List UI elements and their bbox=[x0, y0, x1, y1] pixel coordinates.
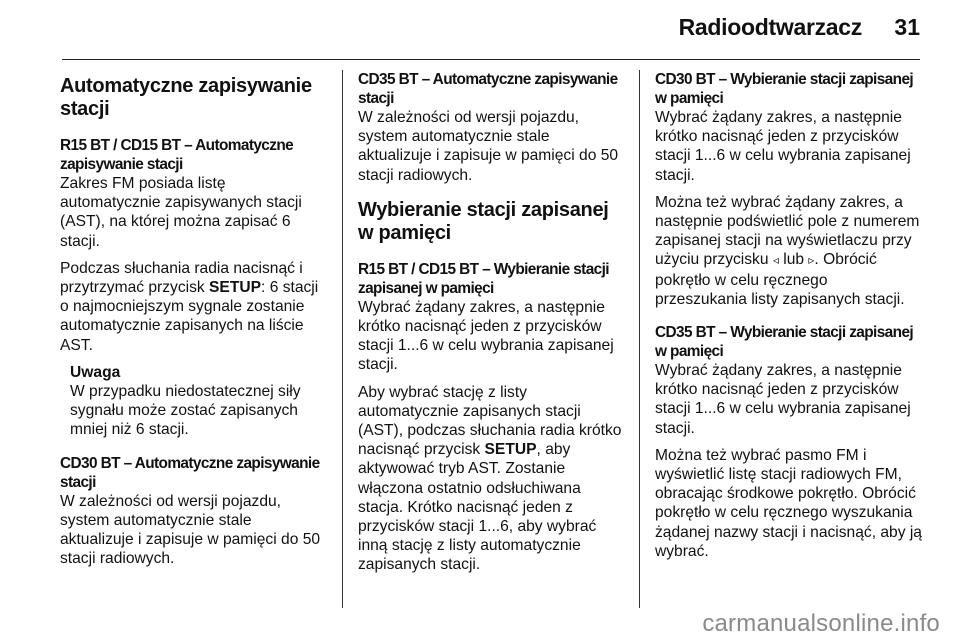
text-fragment: Można też wybrać żądany zakres, a następnie podświetlić pole z numerem zapisanej stacji na wyświetlaczu przy użyciu przycisku bbox=[655, 193, 920, 269]
subsection-title: CD35 BT – Automatyczne zapisywanie stacji bbox=[358, 71, 618, 107]
paragraph: Zakres FM posiada listę automatycznie zapisywanych stacji (AST), na której można zapisać 6 stacji. bbox=[60, 175, 302, 250]
paragraph: Wybrać żądany zakres, a następnie krótko nacisnąć jeden z przycisków stacji 1...6 w celu wybrania zapisanej stacji. bbox=[655, 362, 911, 437]
watermark: carmanualsonline.info bbox=[702, 610, 940, 637]
setup-key-label: SETUP bbox=[209, 279, 262, 297]
left-arrow-icon: ◃ bbox=[772, 253, 779, 268]
subsection-r15-auto-save bbox=[60, 136, 324, 440]
subsection-cd35-select bbox=[655, 323, 923, 561]
text-fragment: lub bbox=[778, 251, 809, 269]
setup-key-label: SETUP bbox=[484, 441, 537, 459]
section-heading-auto-save: Automatyczne zapisywanie stacji bbox=[60, 75, 312, 120]
subsection-title: CD30 BT – Automatyczne zapisywanie stacji bbox=[60, 454, 320, 491]
page-number: 31 bbox=[894, 14, 920, 40]
subsection-cd35-auto-save bbox=[358, 70, 624, 185]
column-divider-1 bbox=[342, 70, 343, 608]
subsection-r15-select bbox=[358, 260, 624, 575]
paragraph: Wybrać żądany zakres, a następnie krótko nacisnąć jeden z przycisków stacji 1...6 w celu wybrania zapisanej stacji. bbox=[655, 109, 911, 184]
paragraph: W zależności od wersji pojazdu, system automatycznie stale aktualizuje i zapisuje w pamięci do 50 stacji radiowych. bbox=[60, 492, 321, 568]
note-box bbox=[70, 363, 324, 440]
subsection-cd30-select bbox=[655, 70, 923, 309]
header-divider bbox=[62, 59, 920, 60]
text-fragment: Aby wybrać stację z listy automatycznie zapisanych stacji (AST), podczas słuchania radia krótko nacisnąć przycisk bbox=[358, 383, 622, 459]
subsection-title: R15 BT / CD15 BT – Wybieranie stacji zapisanej w pamięci bbox=[358, 260, 609, 297]
right-arrow-icon: ▹ bbox=[808, 253, 815, 268]
paragraph: Wybrać żądany zakres, a następnie krótko nacisnąć jeden z przycisków stacji 1...6 w celu wybrania zapisanej stacji. bbox=[358, 298, 614, 374]
page-title: Radioodtwarzacz bbox=[678, 14, 862, 40]
section-heading-select-station: Wybieranie stacji zapisanej w pamięci bbox=[358, 198, 609, 244]
paragraph: W zależności od wersji pojazdu, system automatycznie stale aktualizuje i zapisuje w pamięci do 50 stacji radiowych. bbox=[358, 109, 619, 184]
note-text: W przypadku niedostatecznej siły sygnału może zostać zapisanych mniej niż 6 stacji. bbox=[70, 383, 301, 439]
paragraph bbox=[358, 383, 624, 575]
paragraph: Można też wybrać pasmo FM i wyświetlić listę stacji radiowych FM, obracając środkowe pokrętło. Obrócić pokrętło w celu ręcznego wyszukania żądanej nazwy stacji i nacisnąć, aby ją wybrać. bbox=[655, 446, 922, 560]
page-header bbox=[0, 0, 960, 60]
column-3 bbox=[655, 70, 923, 575]
column-1 bbox=[60, 70, 324, 582]
text-fragment: . Obrócić pokrętło w celu ręcznego przeszukania listy zapisanych stacji. bbox=[655, 251, 905, 308]
paragraph bbox=[60, 259, 324, 355]
note-title: Uwaga bbox=[70, 363, 121, 381]
column-2 bbox=[358, 70, 624, 589]
text-fragment: Podczas słuchania radia nacisnąć i przytrzymać przycisk bbox=[60, 259, 303, 297]
subsection-cd30-auto-save bbox=[60, 454, 324, 569]
text-fragment: : 6 stacji o najmocniejszym sygnale zostanie automatycznie zapisanych na liście AST. bbox=[60, 279, 319, 354]
column-divider-2 bbox=[639, 70, 640, 608]
subsection-title: CD35 BT – Wybieranie stacji zapisanej w pamięci bbox=[655, 324, 914, 361]
paragraph bbox=[655, 193, 923, 309]
subsection-title: CD30 BT – Wybieranie stacji zapisanej w pamięci bbox=[655, 71, 914, 107]
text-fragment: , aby aktywować tryb AST. Zostanie włączona ostatnio odsłuchiwana stacja. Krótko nacisnąć jeden z przycisków stacji 1...6, aby wybrać inną stację z listy automatycznie zapisanych stacji. bbox=[358, 441, 597, 574]
subsection-title: R15 BT / CD15 BT – Automatyczne zapisywanie stacji bbox=[60, 137, 294, 173]
